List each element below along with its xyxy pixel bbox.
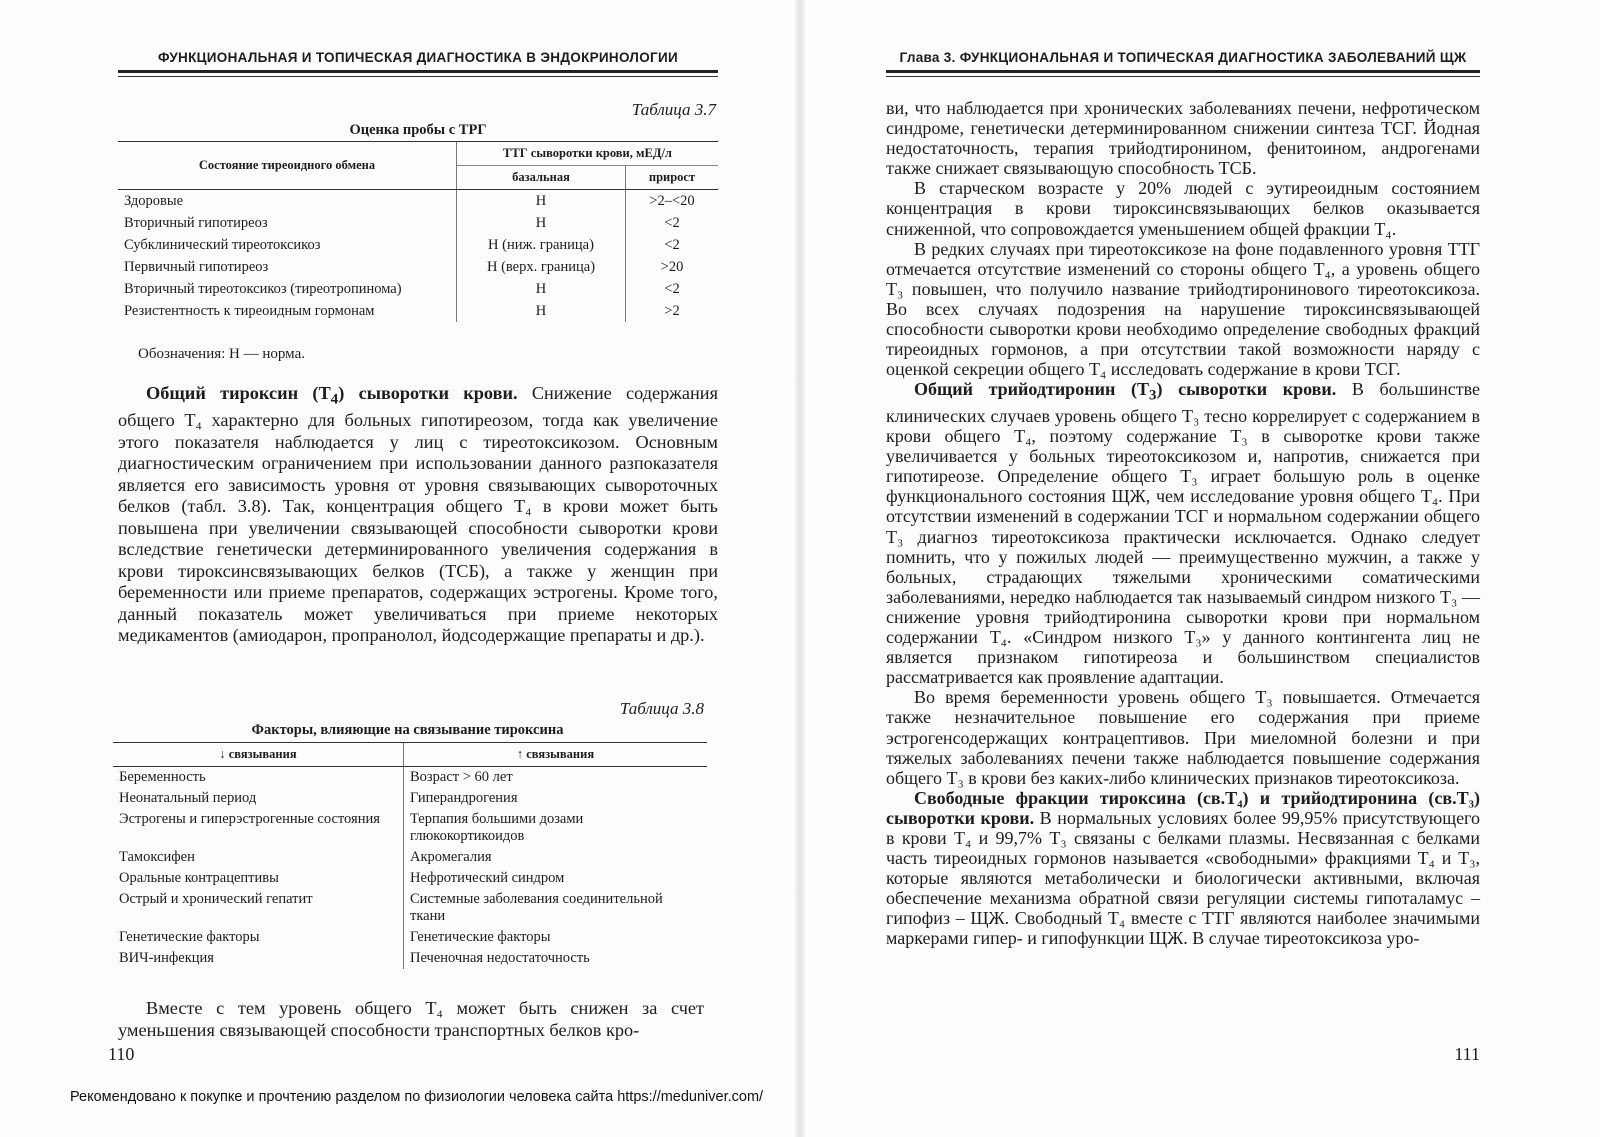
cell-decrease: Острый и хронический гепатит [119,891,313,907]
col-header-decrease: ↓ связывания [113,743,404,767]
table-3-8-title: Факторы, влияющие на связывание тироксина [251,722,564,738]
cell-increase: Нефротический синдром [404,868,708,889]
table-row [118,212,718,234]
cell-state: Резистентность к тиреоидным гормонам [124,302,375,319]
paragraph: В редких случаях при тиреотоксикозе на фоне подавленного уровня ТТГ отмечается отсутствие изменений со стороны общего Т₄, а уровень общего Т₃ повышен, что получило название трийодтиронинового тиреотоксикоза. Во всех случаях подозрения на нарушение тироксинсвязывающей способности сыворотки крови необходимо определение свободных фракций тиреоидных гормонов, а при отсутствии такой возможности наряду с оценкой секреции общего Т₄ исследовать содержание в крови ТСГ. [886,238,1480,380]
header-rule-thin [118,76,718,77]
cell-state: Субклинический тиреотоксикоз [124,236,321,253]
left-page [108,0,718,1110]
cell-decrease: ВИЧ-инфекция [119,950,214,966]
table-row [118,234,718,256]
paragraph: Вместе с тем уровень общего Т₄ может быть снижен за счет уменьшения связывающей способности транспортных белков кро- [118,998,704,1040]
cell-decrease: Тамоксифен [119,849,195,865]
table-3-8-label: Таблица 3.8 [619,699,704,718]
cell-basal: Н [457,300,626,322]
cell-decrease: Беременность [119,769,206,785]
left-body-text [118,383,718,647]
table-row [113,889,707,927]
table-3-7-label: Таблица 3.7 [631,100,716,119]
paragraph: Общий тироксин $(Т_4)$ сыворотки крови. Снижение содержания общего Т₄ характерно для больных гипотиреозом, тогда как увеличение этого показателя наблюдается у лиц с тиреотоксикозом. Основным диагностическим ограничением при использовании данного разпоказателя является его зависимость уровня от уровня связывающих сывороточных белков (табл. 3.8). Так, концентрация общего Т₄ в крови может быть повышена при увеличении связывающей способности сыворотки крови вследствие генетически детерминированного увеличения содержания в крови тироксинсвязывающих белков (ТСБ), а также у женщин при беременности или приеме препаратов, содержащих эстрогены. Кроме того, данный показатель может увеличиваться при приеме некоторых медикаментов (амиодарон, пропранолол, йодсодержащие препараты и др.). [118,383,718,646]
col-header-basal: базальная [457,166,626,190]
footer-recommendation: Рекомендовано к покупке и прочтению разделом по физиологии человека сайта https://meduniver.com/ [70,1089,764,1105]
table-row [113,927,707,948]
cell-increase: Генетические факторы [404,927,708,948]
paragraph: Свободные фракции тироксина (св.Т₄) и трийодтиронина (св.Т₃) сыворотки крови. В нормальных условиях более 99,95% присутствующего в крови Т₄ и 99,7% Т₃ связаны с белками плазмы. Несвязанная с белками часть тиреоидных гормонов называется «свободными» фракциями Т₄ и Т₃, которые являются метаболически и биологически активными, включая обеспечение механизма обратной связи регуляции системы гипоталамус – гипофиз – ЩЖ. Свободный Т₄ вместе с ТТГ являются наиболее значимыми маркерами гипер- и гипофункции ЩЖ. В случае тиреотоксикоза уро- [886,787,1480,949]
table-row [118,278,718,300]
cell-increase: Системные заболевания соединительной ткани [404,889,708,927]
table-row [118,300,718,322]
table-3-7-title: Оценка пробы с ТРГ [349,122,487,138]
left-body-text-bottom [118,998,704,1041]
header-rule-thick [118,70,718,73]
paragraph: ви, что наблюдается при хронических заболеваниях печени, нефротическом синдроме, генетически детерминированном снижении синтеза ТСГ. Йодная недостаточность, терапия трийодтиронином, фенитоином, андрогенами также снижает связывающую способность ТСБ. [886,98,1480,179]
cell-increase: >2–<20 [626,190,719,213]
cell-decrease: Генетические факторы [119,929,260,945]
page-number-right: 111 [1454,1044,1480,1064]
book-gutter [795,0,805,1137]
section-heading: Общий тироксин $(Т_4)$ сыворотки крови. [146,383,518,408]
table-3-8 [113,742,707,969]
table-row [113,788,707,809]
table-row [118,256,718,278]
cell-basal: Н [457,278,626,300]
cell-increase: Акромегалия [404,847,708,868]
col-header-state: Состояние тиреоидного обмена [118,142,457,190]
table-row [113,847,707,868]
cell-increase: <2 [626,278,719,300]
cell-state: Вторичный тиреотоксикоз (тиреотропинома) [124,280,402,297]
cell-increase: Терпапия большими дозами глюкокортикоидов [404,809,708,847]
left-running-head: ФУНКЦИОНАЛЬНАЯ И ТОПИЧЕСКАЯ ДИАГНОСТИКА В ЭНДОКРИНОЛОГИИ [158,50,678,65]
table-3-7-note: Обозначения: Н — норма. [138,346,305,362]
col-header-ttg: ТТГ сыворотки крови, мЕД/л [457,142,719,166]
page-number-left: 110 [108,1044,135,1064]
col-header-increase: ↑ связывания [404,743,708,767]
cell-basal: Н [457,190,626,213]
table-row [113,948,707,969]
cell-basal: Н (ниж. граница) [457,234,626,256]
cell-state: Первичный гипотиреоз [124,258,269,275]
table-row [113,809,707,847]
cell-increase: <2 [626,212,719,234]
table-row [113,868,707,889]
header-rule-thin [886,76,1480,77]
section-heading: Общий трийодтиронин $(Т_3)$ сыворотки крови. [914,379,1337,404]
table-3-7 [118,141,718,322]
col-header-increase: прирост [626,166,719,190]
right-page [886,0,1480,1110]
paragraph: Общий трийодтиронин $(Т_3)$ сыворотки крови. В большинстве клинических случаев уровень общего Т₃ тесно коррелирует с содержанием в крови общего Т₄, поэтому содержание Т₃ в сыворотке крови также увеличивается у больных тиреотоксикозом и, напротив, снижается при гипотиреозе. Определение общего Т₃ играет большую роль в оценке функционального состояния ЩЖ, чем исследование уровня общего Т₄. При отсутствии изменений в содержании ТСГ и нормальном содержании общего Т₃ диагноз тиреотоксикоза практически исключается. Однако следует помнить, что у пожилых людей — преимущественно мужчин, а также у больных, страдающих тяжелыми хроническими соматическими заболеваниями, нередко наблюдается так называемый синдром низкого Т₃ — снижение уровня трийодтиронина сыворотки крови при нормальном содержании Т₄. «Синдром низкого Т₃» у данного контингента лиц не является признаком гипотиреоза и большинством специалистов рассматривается как проявление адаптации. [886,379,1480,688]
right-body-text [886,98,1480,949]
cell-basal: Н (верх. граница) [457,256,626,278]
cell-state: Вторичный гипотиреоз [124,214,268,231]
cell-decrease: Неонатальный период [119,790,257,806]
cell-increase: >20 [626,256,719,278]
cell-increase: >2 [626,300,719,322]
right-running-head: Глава 3. ФУНКЦИОНАЛЬНАЯ И ТОПИЧЕСКАЯ ДИАГНОСТИКА ЗАБОЛЕВАНИЙ ЩЖ [899,50,1467,65]
cell-state: Здоровые [124,192,184,209]
paragraph: Во время беременности уровень общего Т₃ повышается. Отмечается также незначительное повышение его содержания при приеме эстрогенсодержащих контрацептивов. При миеломной болезни и при тяжелых заболеваниях печени также наблюдается повышение содержания общего Т₃ в крови без каких-либо клинических признаков тиреотоксикоза. [886,687,1480,788]
cell-decrease: Оральные контрацептивы [119,870,279,886]
paragraph: В старческом возрасте у 20% людей с эутиреоидным состоянием концентрация в крови тироксинсвязывающих белков оказывается сниженной, что сопровождается уменьшением общей фракции Т₄. [886,178,1480,239]
section-heading: Свободные фракции тироксина (св.Т₄) и трийодтиронина (св.Т₃) сыворотки крови. [886,787,1480,828]
cell-basal: Н [457,212,626,234]
cell-decrease: Эстрогены и гиперэстрогенные состояния [119,811,380,827]
cell-increase: Гиперандрогения [404,788,708,809]
cell-increase: Возраст > 60 лет [404,767,708,789]
header-rule-thick [886,70,1480,73]
table-row [118,190,718,213]
cell-increase: Печеночная недостаточность [404,948,708,969]
cell-increase: <2 [626,234,719,256]
table-row [113,767,707,789]
